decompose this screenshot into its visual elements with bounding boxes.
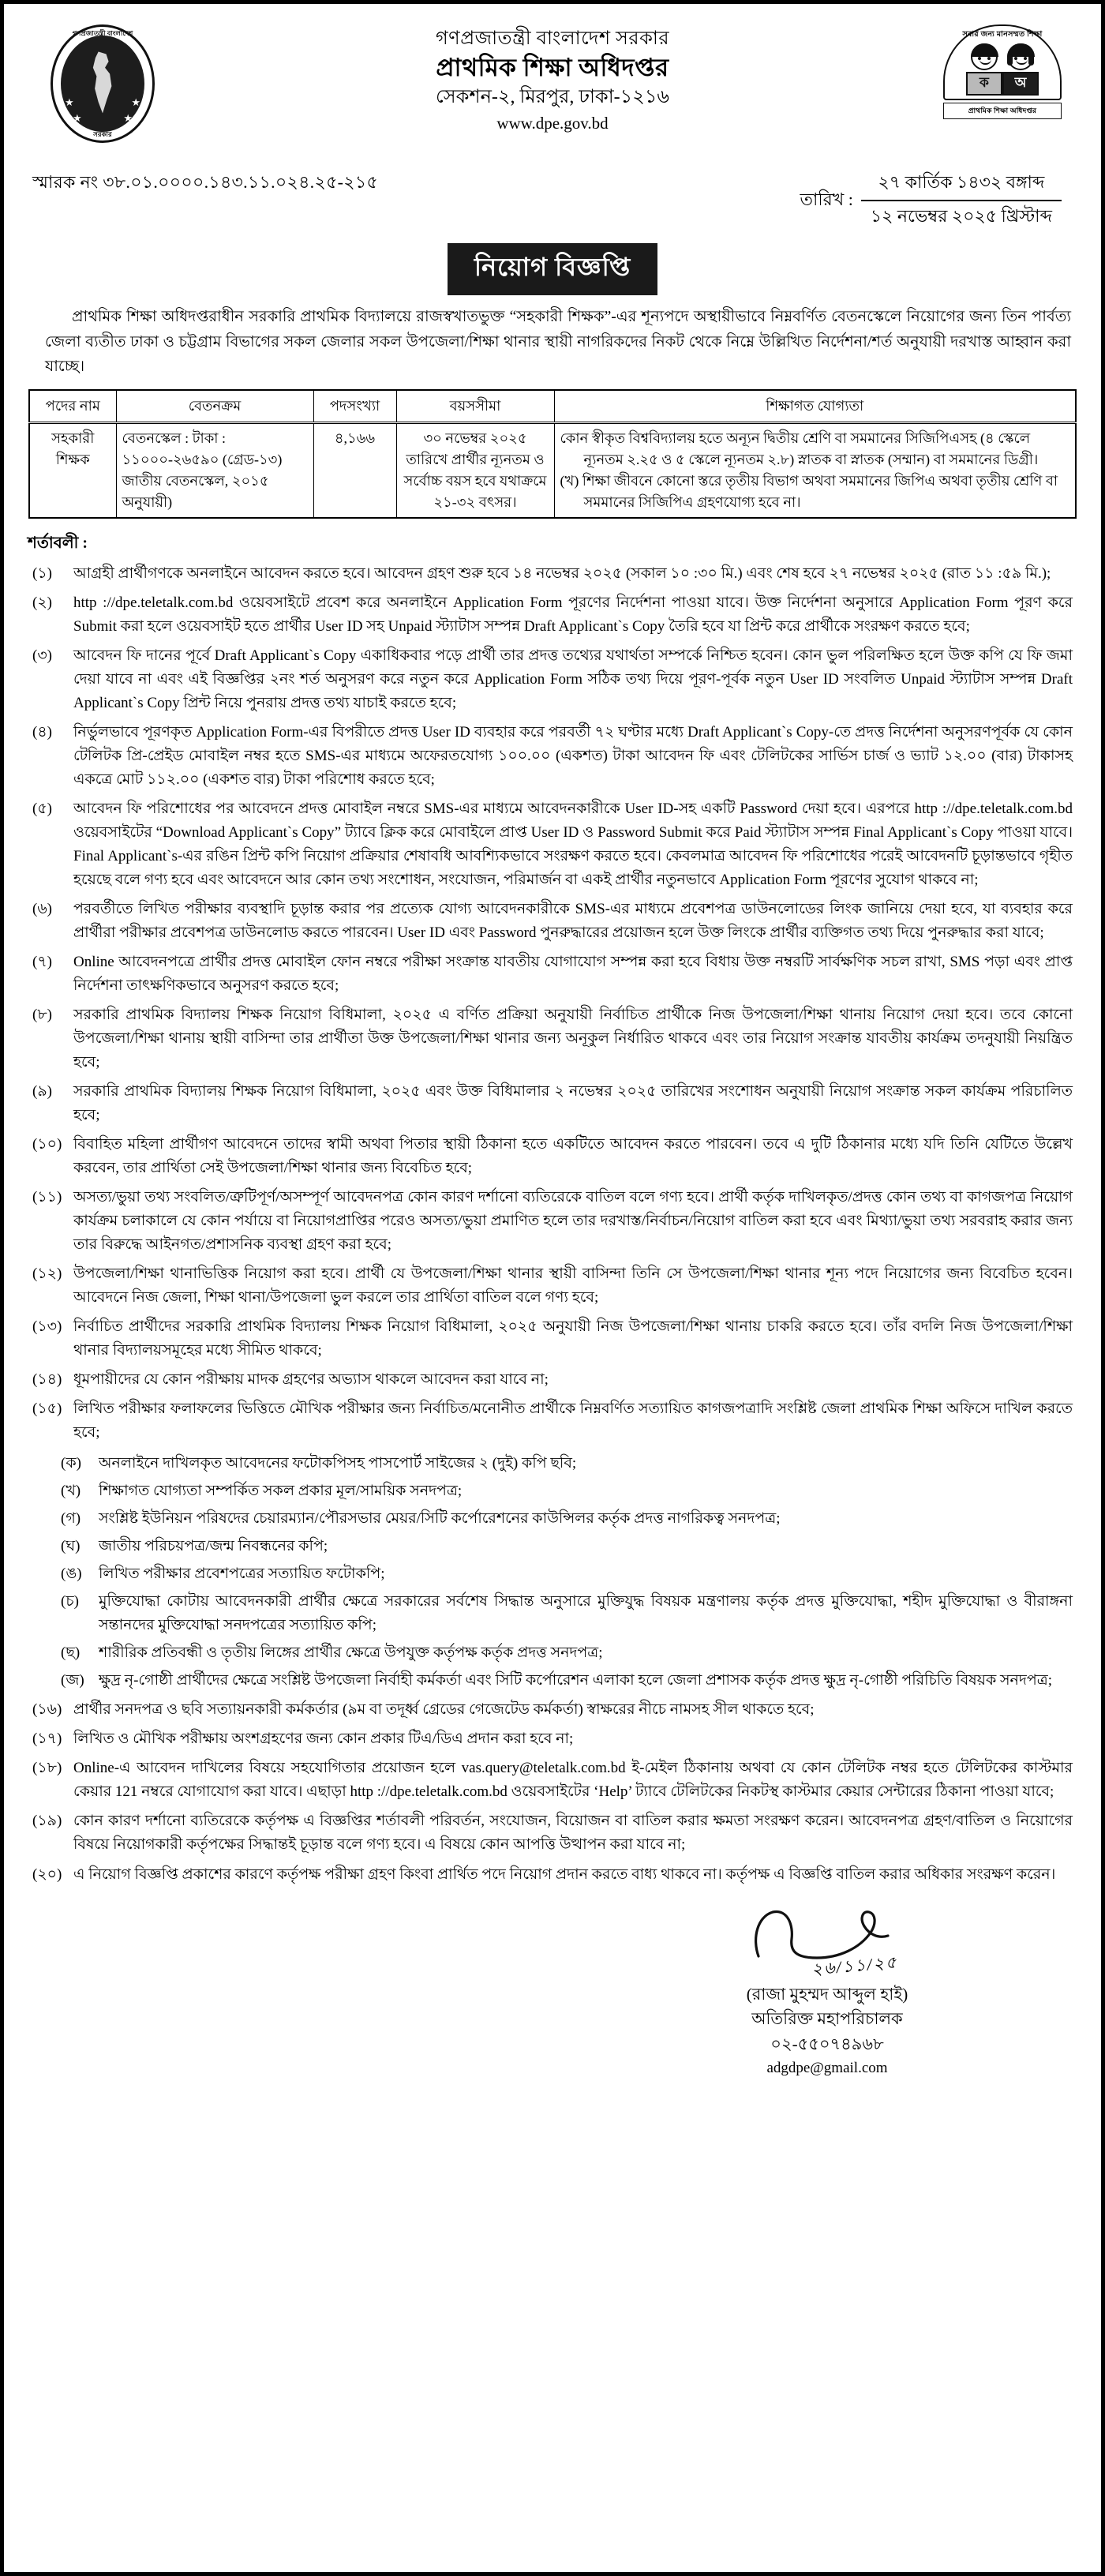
signatory-name: (রাজা মুহম্মদ আব্দুল হাই) (746, 1984, 908, 2004)
condition-item (29, 1698, 1073, 1722)
condition-number: (১২) (32, 1266, 62, 1283)
supporting-document-number: (ছ) (61, 1644, 81, 1662)
supporting-document-number: (ঘ) (61, 1538, 81, 1555)
supporting-document-item (61, 1535, 1073, 1558)
supporting-document-number: (ঙ) (61, 1565, 82, 1583)
condition-text: নির্ভুলভাবে পূরণকৃত Application Form-এর বিপরীতে প্রদত্ত User ID ব্যবহার করে পরবর্তী ৭২ ঘণ্টার মধ্যে Draft Applicant`s Copy-তে প্রদত্ত নির্দেশনা অনুসরণপূর্বক যে কোন টেলিটক প্রি-প্রেইড মোবাইল নম্বর হতে SMS-এর মাধ্যমে অফেরতযোগ্য ১০০.০০ (একশত) টাকা আবেদন ফি এবং টেলিটকের সার্ভিস চার্জ ও ভ্যাট ১২.০০ (বার) টাকাসহ একত্রে মোট ১১২.০০ (একশত বার) টাকা পরিশোধ করতে হবে; (73, 723, 1073, 788)
memo-date-row (21, 156, 1084, 235)
signature-area (21, 1907, 1084, 2081)
condition-text: বিবাহিত মহিলা প্রার্থীগণ আবেদনে তাদের স্বামী অথবা পিতার স্থায়ী ঠিকানা হতে একটিতে আবেদন করতে পারবেন। তবে এ দুটি ঠিকানার মধ্যে যদি তিনি যেটিতে উল্লেখ করবেন, তার প্রার্থিতা সেই উপজেলা/শিক্ষা থানার জন্য বিবেচিত হবে; (73, 1136, 1073, 1177)
condition-text: লিখিত ও মৌখিক পরীক্ষায় অংশগ্রহণের জন্য কোন প্রকার টিএ/ডিএ প্রদান করা হবে না; (73, 1730, 574, 1748)
condition-item (29, 1397, 1073, 1445)
memo-number: স্মারক নং ৩৮.০১.০০০০.১৪৩.১১.০২৪.২৫-২১৫ (32, 172, 379, 192)
book-right: অ (1002, 72, 1039, 96)
condition-number: (৪) (32, 723, 52, 741)
condition-text: Online-এ আবেদন দাখিলের বিষয়ে সহযোগিতার প্রয়োজন হলে vas.query@teletalk.com.bd ই-মেইল ঠিকানায় অথবা যে কোন টেলিটক নম্বর হতে টেলিটকের কাস্টমার কেয়ার 121 নম্বরে যোগাযোগ করা যাবে। এছাড়া http ://dpe.teletalk.com.bd ওয়েবসাইটের ‘Help’ ট্যাবে টেলিটকের নিকটস্থ কাস্টমার কেয়ার সেন্টারের ঠিকানা পাওয়া যাবে; (73, 1760, 1073, 1801)
date-bangla: ২৭ কার্তিক ১৪৩২ বঙ্গাব্দ (861, 169, 1062, 201)
condition-number: (৬) (32, 900, 53, 917)
department-address: সেকশন-২, মিরপুর, ঢাকা-১২১৬ (435, 87, 670, 108)
condition-number: (১) (32, 564, 52, 582)
condition-text: সরকারি প্রাথমিক বিদ্যালয় শিক্ষক নিয়োগ বিধিমালা, ২০২৫ এবং উক্ত বিধিমালার ২ নভেম্বর ২০২৫ তারিখের সংশোধন অনুযায়ী নিয়োগ সংক্রান্ত সকল কার্যক্রম পরিচালিত হবে; (73, 1083, 1073, 1124)
supporting-document-item (61, 1641, 1073, 1665)
condition-text: অসত্য/ভুয়া তথ্য সংবলিত/ত্রুটিপূর্ণ/অসম্পূর্ণ আবেদনপত্র কোন কারণ দর্শানো ব্যতিরেকে বাতিল বলে গণ্য হবে। প্রার্থী কর্তৃক দাখিলকৃত/প্রদত্ত কোন তথ্য বা কাগজপত্র নিয়োগ কার্যক্রম চলাকালে যে কোন পর্যায়ে বা নিয়োগপ্রাপ্তির পরেও অসত্য/ভুয়া প্রমাণিত হলে তার দরখাস্ত/নির্বাচন/নিয়োগ বাতিল করা হবে এবং মিথ্যা/ভুয়া তথ্য সরবরাহ করার জন্য তার বিরুদ্ধে আইনগত/প্রশাসনিক ব্যবস্থা গ্রহণ করা হবে; (73, 1189, 1073, 1254)
condition-item (29, 1757, 1073, 1804)
condition-number: (১৭) (32, 1730, 62, 1748)
dpe-children-logo-icon (943, 24, 1062, 119)
condition-number: (৫) (32, 800, 52, 817)
th-post-name: পদের নাম (29, 390, 116, 423)
condition-text: পরবর্তীতে লিখিত পরীক্ষার ব্যবস্থাদি চূড়ান্ত করার পর প্রত্যেক যোগ্য আবেদনকারীকে SMS-এর মাধ্যমে প্রবেশপত্র ডাউনলোডের লিংক জানিয়ে দেয়া হবে, যা ব্যবহার করে প্রার্থীরা পরীক্ষার প্রবেশপত্র ডাউনলোড করতে পারবেন। User ID এবং Password পুনরুদ্ধারের প্রয়োজন হলে উক্ত লিংকে প্রার্থীর ব্যক্তিগত তথ্য দিয়ে পুনরুদ্ধার করা যাবে; (73, 900, 1073, 941)
date-english: ১২ নভেম্বর ২০২৫ খ্রিস্টাব্দ (870, 206, 1052, 226)
department-name: প্রাথমিক শিক্ষা অধিদপ্তর (436, 54, 669, 82)
condition-text: এ নিয়োগ বিজ্ঞপ্তি প্রকাশের কারণে কর্তৃপক্ষ পরীক্ষা গ্রহণ কিংবা প্রার্থিত পদে নিয়োগ প্রদান করতে বাধ্য থাকবে না। কর্তৃপক্ষ এ বিজ্ঞপ্তি বাতিল করার অধিকার সংরক্ষণ করেন। (73, 1865, 1056, 1883)
supporting-document-text: জাতীয় পরিচয়পত্র/জন্ম নিবন্ধনের কপি; (99, 1538, 328, 1555)
supporting-document-item (61, 1479, 1073, 1503)
condition-item (29, 797, 1073, 892)
condition-item (29, 1133, 1073, 1180)
condition-text: লিখিত পরীক্ষার ফলাফলের ভিত্তিতে মৌখিক পরীক্ষার জন্য নির্বাচিত/মনোনীত প্রার্থীকে নিম্নবর্ণিত সত্যায়িত কাগজপত্রাদি সংশ্লিষ্ট জেলা প্রাথমিক শিক্ষা অফিসে দাখিল করতে হবে; (73, 1400, 1073, 1442)
supporting-document-item (61, 1669, 1073, 1693)
cell-age-limit: ৩০ নভেম্বর ২০২৫ তারিখে প্রার্থীর ন্যূনতম ও সর্বোচ্চ বয়স হবে যথাক্রমে ২১-৩২ বৎসর। (396, 422, 554, 518)
supporting-document-text: অনলাইনে দাখিলকৃত আবেদনের ফটোকপিসহ পাসপোর্ট সাইজের ২ (দুই) কপি ছবি; (99, 1455, 577, 1472)
government-name: গণপ্রজাতন্ত্রী বাংলাদেশ সরকার (435, 28, 670, 49)
condition-number: (১৮) (32, 1760, 62, 1777)
document-header (21, 18, 1084, 156)
condition-number: (১১) (32, 1189, 62, 1206)
condition-number: (২) (32, 594, 53, 611)
education-item-a: কোন স্বীকৃত বিশ্ববিদ্যালয় হতে অন্যূন দ্বিতীয় শ্রেণি বা সমমানের সিজিপিএসহ (৪ স্কেলে ন্যূনতম ২.২৫ ও ৫ স্কেলে ন্যূনতম ২.৮) স্নাতক বা স্নাতক (সম্মান) বা সমমানের ডিগ্রী। (560, 429, 1039, 467)
condition-item (29, 1080, 1073, 1127)
supporting-document-text: শারীরিক প্রতিবন্ধী ও তৃতীয় লিঙ্গের প্রার্থীর ক্ষেত্রে উপযুক্ত কর্তৃপক্ষ কর্তৃক প্রদত্ত সনদপত্র; (99, 1644, 603, 1662)
girl-figure-icon (1002, 43, 1039, 96)
national-emblem-wrap (28, 21, 178, 143)
condition-number: (১৬) (32, 1701, 62, 1719)
condition-text: নির্বাচিত প্রার্থীদের সরকারি প্রাথমিক বিদ্যালয় শিক্ষক নিয়োগ বিধিমালা, ২০২৫ অনুযায়ী নিজ উপজেলা/শিক্ষা থানায় চাকরি করতে হবে। তাঁর বদলি নিজ উপজেলা/শিক্ষা থানার বিদ্যালয়সমূহের মধ্যে সীমিত থাকবে; (73, 1318, 1073, 1359)
condition-number: (১০) (32, 1136, 62, 1153)
emblem-top-text: গণপ্রজাতন্ত্রী বাংলাদেশ (72, 29, 133, 37)
title-wrap (21, 243, 1084, 295)
condition-item (29, 1262, 1073, 1310)
page-title: নিয়োগ বিজ্ঞপ্তি (448, 243, 657, 295)
condition-number: (৭) (32, 953, 53, 970)
th-education: শিক্ষাগত যোগ্যতা (554, 390, 1076, 423)
condition-number: (২০) (32, 1865, 62, 1883)
condition-item (29, 721, 1073, 792)
condition-text: আবেদন ফি দানের পূর্বে Draft Applicant`s Copy একাধিকবার পড়ে প্রার্থী তার প্রদত্ত তথ্যের যথার্থতা সম্পর্কে নিশ্চিত হবেন। কোন ভুল পরিলক্ষিত হলে উক্ত কপি যে ফি জমা দেয়া যাবে না এবং এই বিজ্ঞপ্তির ২নং শর্ত অনুসরণ করে নতুন করে Application Form সঠিক তথ্য দিয়ে পূরণ-পূর্বক নতুন User ID সংবলিত Unpaid স্ট্যাটাস সম্পন্ন Draft Applicant`s Copy প্রিন্ট নিয়ে পুনরায় প্রদত্ত তথ্য যাচাই করতে হবে; (73, 647, 1073, 711)
condition-text: http ://dpe.teletalk.com.bd ওয়েবসাইটে প্রবেশ করে অনলাইনে Application Form পূরণের নির্দেশনা পাওয়া যাবে। উক্ত নির্দেশনা অনুসারে Application Form পূরণ করে Submit করা হলে ওয়েবসাইট হতে প্রার্থীর User ID সহ Unpaid স্ট্যাটাস সম্পন্ন Draft Applicant`s Copy তৈরি হবে যা প্রিন্ট করে প্রার্থীকে সংরক্ষণ করতে হবে; (73, 594, 1073, 635)
post-details-table (28, 389, 1077, 519)
condition-item (29, 1003, 1073, 1074)
date-block (800, 169, 1077, 232)
intro-paragraph: প্রাথমিক শিক্ষা অধিদপ্তরাধীন সরকারি প্রাথমিক বিদ্যালয়ে রাজস্বখাতভুক্ত “সহকারী শিক্ষক”-এর শূন্যপদে অস্থায়ীভাবে নিম্নবর্ণিত বেতনস্কেলে নিয়োগের জন্য তিন পার্বত্য জেলা ব্যতীত ঢাকা ও চট্টগ্রাম বিভাগের সকল জেলার সকল উপজেলা/শিক্ষা থানার স্থায়ী নাগরিকদের নিকট থেকে নিম্নে উল্লিখিত নির্দেশনা/শর্ত অনুযায়ী দরখাস্ত আহ্বান করা যাচ্ছে। (45, 309, 1071, 376)
header-text-block (178, 21, 927, 136)
cell-vacancies: ৪,১৬৬ (313, 422, 396, 518)
supporting-document-number: (ক) (61, 1455, 81, 1472)
date-label: তারিখ : (800, 189, 853, 209)
condition-item (29, 591, 1073, 639)
supporting-document-number: (চ) (61, 1593, 79, 1610)
condition-item (29, 1863, 1073, 1887)
condition-item (29, 1368, 1073, 1392)
condition-text: প্রার্থীর সনদপত্র ও ছবি সত্যায়নকারী কর্মকর্তার (৯ম বা তদূর্ধ্ব গ্রেডের গেজেটেড কর্মকর্তা) স্বাক্ষরের নীচে নামসহ সীল থাকতে হবে; (73, 1701, 815, 1719)
condition-item (29, 1809, 1073, 1857)
supporting-document-text: সংশ্লিষ্ট ইউনিয়ন পরিষদের চেয়ারম্যান/পৌরসভার মেয়র/সিটি কর্পোরেশনের কাউন্সিলর কর্তৃক প্রদত্ত নাগরিকত্ব সনদপত্র; (99, 1510, 781, 1528)
boy-figure-icon (966, 43, 1002, 96)
condition-item (29, 644, 1073, 715)
supporting-documents-list (29, 1450, 1073, 1693)
condition-number: (১৩) (32, 1318, 62, 1336)
condition-number: (১৯) (32, 1813, 62, 1830)
cell-post-name: সহকারী শিক্ষক (29, 422, 116, 518)
th-vacancies: পদসংখ্যা (313, 390, 396, 423)
supporting-document-number: (জ) (61, 1672, 84, 1689)
dpe-logo-wrap (927, 21, 1077, 119)
conditions-heading: শর্তাবলী : (28, 534, 88, 552)
condition-number: (৮) (32, 1007, 52, 1023)
signatory-designation: অতিরিক্ত মহাপরিচালক (751, 2009, 903, 2029)
condition-number: (১৫) (32, 1400, 62, 1418)
condition-text: আবেদন ফি পরিশোধের পর আবেদনে প্রদত্ত মোবাইল নম্বরে SMS-এর মাধ্যমে আবেদনকারীকে User ID-সহ একটি Password দেয়া হবে। এরপরে http ://dpe.teletalk.com.bd ওয়েবসাইটের “Download Applicant`s Copy” ট্যাবে ক্লিক করে মোবাইলে প্রাপ্ত User ID ও Password Submit করে Paid স্ট্যাটাস সম্পন্ন Final Applicant`s Copy পাওয়া যাবে। Final Applicant`s-এর রঙিন প্রিন্ট কপি নিয়োগ প্রক্রিয়ার শেষাবধি আবশ্যিকভাবে সংরক্ষণ করতে হবে। কেবলমাত্র আবেদন ফি পরিশোধের পরেই আবেদনটি চূড়ান্তভাবে গৃহীত হয়েছে বলে গণ্য হবে এবং আবেদনে আর কোন তথ্য সংশোধন, সংযোজন, পরিমার্জন বা একই প্রার্থীর নতুনভাবে Application Form পূরণের সুযোগ থাকবে না; (73, 800, 1073, 888)
condition-text: উপজেলা/শিক্ষা থানাভিত্তিক নিয়োগ করা হবে। প্রার্থী যে উপজেলা/শিক্ষা থানার স্থায়ী বাসিন্দা তিনি সে উপজেলা/শিক্ষা থানার শূন্য পদে নিয়োগের জন্য বিবেচিত হবেন। আবেদনে নিজ জেলা, শিক্ষা থানা/উপজেলা ভুল করলে তার প্রার্থিতা বাতিল বলে গণ্য হবে; (73, 1266, 1073, 1307)
condition-number: (৩) (32, 647, 53, 664)
th-age-limit: বয়সসীমা (396, 390, 554, 423)
condition-number: (৯) (32, 1083, 52, 1101)
emblem-bottom-text: সরকার (93, 130, 112, 138)
supporting-document-item (61, 1507, 1073, 1531)
supporting-document-item (61, 1452, 1073, 1475)
condition-item (29, 1186, 1073, 1257)
condition-item (29, 562, 1073, 586)
condition-item (29, 951, 1073, 998)
logo-label: প্রাথমিক শিক্ষা অধিদপ্তর (943, 103, 1062, 119)
signatory-email: adgdpe@gmail.com (766, 2060, 888, 2077)
supporting-document-text: লিখিত পরীক্ষার প্রবেশপত্রের সত্যায়িত ফটোকপি; (99, 1565, 385, 1583)
bangladesh-national-emblem-icon: ★ ★ ★ ★ গণপ্রজাতন্ত্রী বাংলাদেশ সরকার (51, 24, 155, 143)
condition-text: আগ্রহী প্রার্থীগণকে অনলাইনে আবেদন করতে হবে। আবেদন গ্রহণ শুরু হবে ১৪ নভেম্বর ২০২৫ (সকাল ১০ :৩০ মি.) এবং শেষ হবে ২৭ নভেম্বর ২০২৫ (রাত ১১ :৫৯ মি.); (73, 564, 1051, 582)
condition-item (29, 1315, 1073, 1363)
supporting-document-text: মুক্তিযোদ্ধা কোটায় আবেদনকারী প্রার্থীর ক্ষেত্রে সরকারের সর্বশেষ সিদ্ধান্ত অনুসারে মুক্তিযুদ্ধ বিষয়ক মন্ত্রণালয় কর্তৃক প্রদত্ত মুক্তিযোদ্ধা, শহীদ মুক্তিযোদ্ধা ও বীরাঙ্গনা সন্তানদের মুক্তিযোদ্ধা সনদপত্রের সত্যায়িত কপি; (99, 1593, 1073, 1634)
supporting-document-item (61, 1590, 1073, 1637)
condition-text: Online আবেদনপত্রে প্রার্থীর প্রদত্ত মোবাইল ফোন নম্বরে পরীক্ষা সংক্রান্ত যাবতীয় যোগাযোগ সম্পন্ন করা হবে বিধায় উক্ত নম্বরটি সার্বক্ষণিক সচল রাখা, SMS পড়া এবং প্রাপ্ত নির্দেশনা তাৎক্ষণিকভাবে অনুসরণ করতে হবে; (73, 953, 1073, 994)
education-item-b: (খ) শিক্ষা জীবনে কোনো স্তরে তৃতীয় বিভাগ অথবা সমমানের জিপিএ অথবা তৃতীয় শ্রেণি বা সমমানের সিজিপিএ গ্রহণযোগ্য হবে না। (560, 472, 1058, 510)
logo-arch-text: সবার জন্য মানসম্মত শিক্ষা (962, 31, 1043, 39)
condition-item (29, 898, 1073, 945)
supporting-document-number: (খ) (61, 1483, 81, 1500)
condition-number: (১৪) (32, 1371, 62, 1389)
conditions-list (21, 562, 1084, 1887)
condition-text: সরকারি প্রাথমিক বিদ্যালয় শিক্ষক নিয়োগ বিধিমালা, ২০২৫ এ বর্ণিত প্রক্রিয়া অনুযায়ী নির্বাচিত প্রার্থীকে নিজ উপজেলা/শিক্ষা থানায় নিয়োগ দেয়া হবে। তবে কোনো উপজেলা/শিক্ষা থানায় স্থায়ী বাসিন্দা তার প্রার্থীতা উক্ত উপজেলা/শিক্ষা থানার জন্য অনূকুল নির্ধারিত থাকবে এবং তার নিয়োগ সংক্রান্ত যাবতীয় কার্যক্রম তদনুযায়ী নিয়ন্ত্রিত হবে; (73, 1007, 1073, 1071)
supporting-documents-wrap (29, 1450, 1073, 1693)
department-website: www.dpe.gov.bd (496, 113, 609, 133)
cell-pay-scale: বেতনস্কেল : টাকা : ১১০০০-২৬৫৯০ (গ্রেড-১৩) জাতীয় বেতনস্কেল, ২০১৫ অনুযায়ী) (116, 422, 313, 518)
signatory-phone: ০২-৫৫০৭৪৯৬৮ (770, 2034, 884, 2053)
table-row (29, 422, 1076, 518)
supporting-document-item (61, 1562, 1073, 1586)
condition-text: কোন কারণ দর্শানো ব্যতিরেকে কর্তৃপক্ষ এ বিজ্ঞপ্তির শর্তাবলী পরিবর্তন, সংযোজন, বিয়োজন বা বাতিল করার ক্ষমতা সংরক্ষণ করেন। আবেদনপত্র গ্রহণ/বাতিল ও নিয়োগের বিষয়ে নিয়োগকারী কর্তৃপক্ষের সিদ্ধান্তই চূড়ান্ত বলে গণ্য হবে। এ বিষয়ে কোন আপত্তি উত্থাপন করা যাবে না; (73, 1813, 1073, 1854)
th-pay-scale: বেতনক্রম (116, 390, 313, 423)
supporting-document-number: (গ) (61, 1510, 81, 1528)
signature-date: ২৬/১১/২৫ (811, 1952, 899, 1979)
condition-text: ধূমপায়ীদের যে কোন পরীক্ষায় মাদক গ্রহণের অভ্যাস থাকলে আবেদন করা যাবে না; (73, 1371, 549, 1389)
condition-item (29, 1727, 1073, 1751)
table-header-row (29, 390, 1076, 423)
cell-education (554, 422, 1076, 518)
supporting-document-text: ক্ষুদ্র নৃ-গোষ্ঠী প্রার্থীদের ক্ষেত্রে সংশ্লিষ্ট উপজেলা নির্বাহী কর্মকর্তা এবং সিটি কর্পোরেশন এলাকা হলে জেলা প্রশাসক কর্তৃক প্রদত্ত ক্ষুদ্র নৃ-গোষ্ঠী পরিচিতি বিষয়ক সনদপত্র; (99, 1672, 1052, 1689)
supporting-document-text: শিক্ষাগত যোগ্যতা সম্পর্কিত সকল প্রকার মূল/সাময়িক সনদপত্র; (99, 1483, 463, 1500)
book-left: ক (966, 72, 1002, 96)
